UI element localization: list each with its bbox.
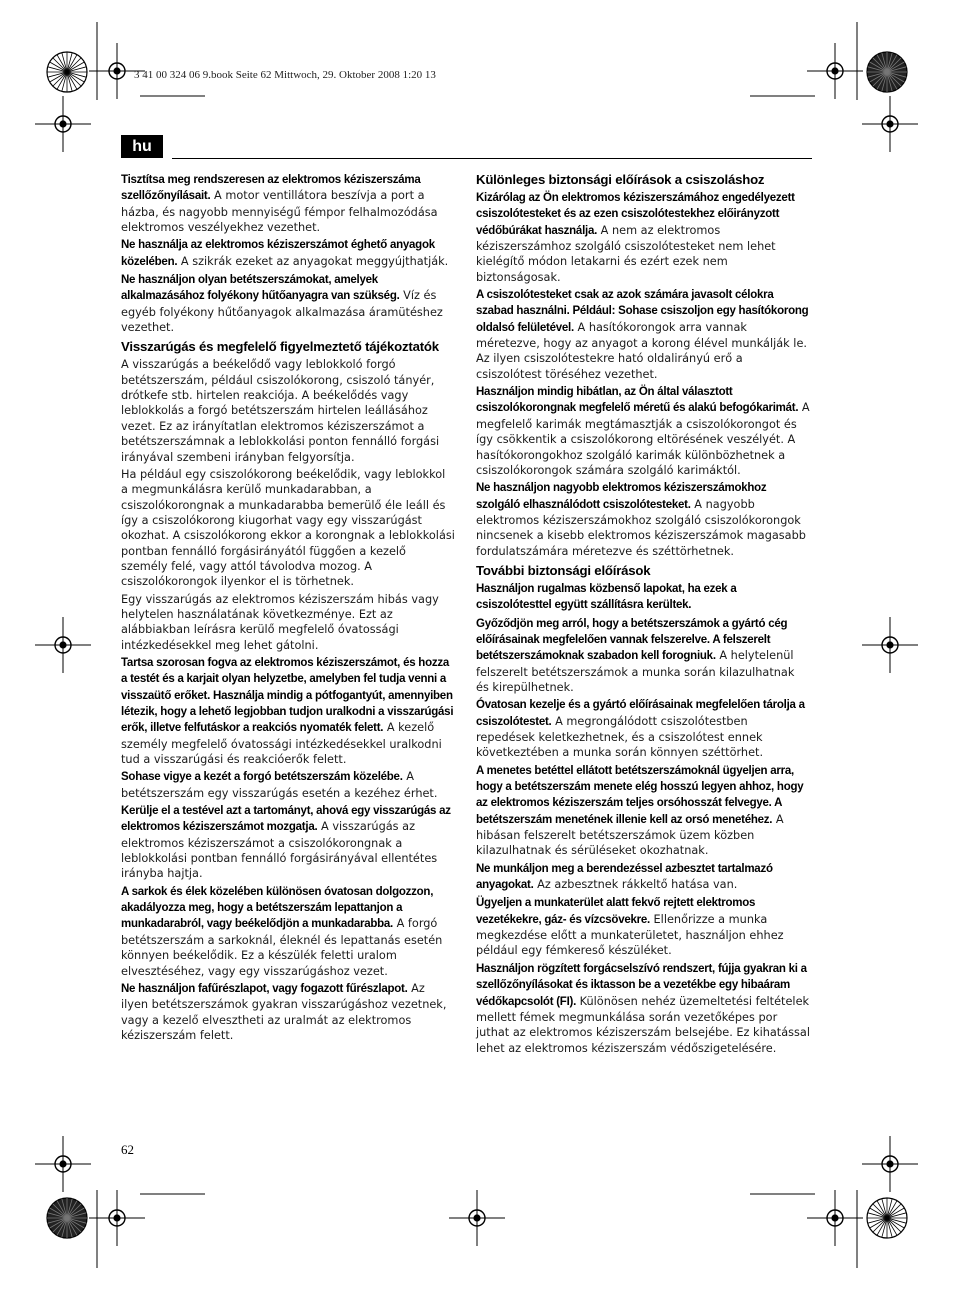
paragraph: Ügyeljen a munkaterület alatt fekvő rejtett elektromos vezetékekre, gáz- és vízcsövekre. Ellenőrizze a munka megkezdése előtt a munkaterületet, használjon ehhez például egy fémkereső készüléket. — [476, 897, 784, 958]
paragraph: Sohase vigye a kezét a forgó betétszerszám közelébe. A betétszerszám egy visszarúgás esetén a kezéhez érhet. — [121, 770, 438, 800]
paragraph: Használjon mindig hibátlan, az Ön által választott csiszolókorongnak megfelelő méretű és alakú befogókarimát. A megfelelő karimák megtámasztják a csiszolókorongot és így csökkentik a csiszolókorong eltörésének veszélyét. A hasítókorongokhoz szolgáló karimák különbözhetnek a csiszolókorongok számára szolgáló karimáktól. — [476, 386, 810, 477]
section-heading-kickback: Visszarúgás és megfelelő figyelmeztető tájékoztatók — [121, 339, 439, 355]
paragraph: Ne használjon olyan betétszerszámokat, amelyek alkalmazásához folyékony hűtőanyagra van szükség. Víz és egyéb folyékony hűtőanyagok alkalmazása áramütéshez vezethet. — [121, 274, 443, 335]
paragraph: A menetes betéttel ellátott betétszerszámoknál ügyeljen arra, hogy a betétszerszám menete elég hosszú legyen ahhoz, hogy az elektromos kéziszerszám teljes orsóhosszát felvegye. A betétszerszám menetének illenie kell az orsó menetéhez. A hibásan felszerelt betétszerszámok üzem közben kilazulhatnak és sérüléseket okozhatnak. — [476, 764, 804, 858]
paragraph: Óvatosan kezelje és a gyártó előírásainak megfelelően tárolja a csiszolótestet. A megrongálódott csiszolótestben repedések keletkezhetnek, és a csiszolótest ennek következtében a munka során könnyen széttörhet. — [476, 699, 805, 760]
page-number: 62 — [121, 1142, 134, 1157]
paragraph: Egy visszarúgás az elektromos kéziszerszám hibás vagy helytelen használatának következménye. Ezt az alábbiakban leírásra kerülő megfelelő óvatossági intézkedésekkel meg lehet gátolni. — [121, 592, 439, 652]
paragraph: Ha például egy csiszolókorong beékelődik, vagy leblokkol a megmunkálásra kerülő munkadarabban, a csiszolókorongnak a munkadarabba bemerülő éle leáll és így a csiszolókorong kiugorhat vagy egy visszarúgást okozhat. A csiszolókorong ekkor a korongnak a leblokkolási pontban fennálló forgásirányától függően a kezelő személy felé, vagy attól távolodva mozog. A csiszolókorongok ilyenkor el is törhetnek. — [121, 467, 455, 589]
paragraph: Használjon rugalmas közbenső lapokat, ha ezek a csiszolótesttel együtt szállításra kerültek. — [476, 582, 737, 612]
paragraph: Ne használja az elektromos kéziszerszámot éghető anyagok közelében. A szikrák ezeket az anyagokat meggyújthatják. — [121, 239, 449, 268]
header-rule — [172, 158, 812, 159]
paragraph: Tisztítsa meg rendszeresen az elektromos kéziszerszáma szellőzőnyílásait. A motor ventillátora beszívja a port a házba, és nagyobb mennyiségű fémpor felhalmozódása elektromos veszélyekhez vezethet. — [121, 174, 438, 235]
language-badge: hu — [121, 135, 163, 158]
right-column — [476, 172, 810, 1058]
paragraph: A visszarúgás a beékelődő vagy leblokkoló forgó betétszerszám, például csiszolókorong, csiszoló tányér, drótkefe stb. hirtelen reakciója. A beékelődés vagy leblokkolás a forgó betétszerszám hirtelen leállásához vezet. Ez az irányítatlan elektromos kéziszerszámot a betétszerszámnak a leblokkolási ponton fennálló forgási irányával szembeni irányban felgyorsítja. — [121, 358, 440, 464]
section-heading-further-safety: További biztonsági előírások — [476, 562, 651, 578]
paragraph: Ne használjon nagyobb elektromos kéziszerszámokhoz szolgáló elhasználódott csiszolótesteket. A nagyobb elektromos kéziszerszámokhoz szolgáló csiszolókorongok nincsenek a kisebb elektromos kéziszerszámok magasabb fordulatszámára méretezve és széttörhetnek. — [476, 482, 806, 558]
paragraph: A sarkok és élek közelében különösen óvatosan dolgozzon, akadályozza meg, hogy a betétszerszám lepattanjon a munkadarabról, vagy beékelődjön a munkadarabba. A forgó betétszerszám a sarkoknál, éleknél és lepattanás esetén könnyen beékelődik. Ez a készülék feletti uralom elvesztéséhez, vagy egy visszarúgáshoz vezet. — [121, 885, 443, 978]
paragraph: A csiszolótesteket csak az azok számára javasolt célokra szabad használni. Például: Sohase csiszoljon egy hasítókorong oldalsó felületével. A hasítókorongok arra vannak méretezve, hogy az anyagot a korong élével munkálják le. Az ilyen csiszolótestekre ható oldalirányú erő a csiszolótest töréséhez vezethet. — [476, 289, 809, 381]
paragraph: Ne munkáljon meg a berendezéssel azbesztet tartalmazó anyagokat. Az azbesztnek rákkeltő hatása van. — [476, 862, 773, 892]
left-column — [121, 172, 455, 1045]
paragraph: Ne használjon fafűrészlapot, vagy fogazott fűrészlapot. Az ilyen betétszerszámok gyakran visszarúgáshoz vezetnek, vagy a kezelő elvesztheti az uralmát az elektromos kéziszerszám felett. — [121, 981, 447, 1042]
paragraph: Kerülje el a testével azt a tartományt, ahová egy visszarúgás az elektromos kéziszerszámot mozgatja. A visszarúgás az elektromos kéziszerszámot a csiszolókorongnak a leblokkolási pontban fennálló forgásirányával ellentétes irányba hajtja. — [121, 805, 451, 881]
paragraph: Használjon rögzített forgácselszívó rendszert, fújja gyakran ki a szellőzőnyílásokat és iktasson be a vezetékbe egy hibaáram védőkapcsolót (FI). Különösen nehéz üzemeltetési feltételek mellett fémek megmunkálása során vezetőképes por juthat az elektromos kéziszerszám belsejébe. Ez kihatással lehet az elektromos kéziszerszám védőszigetelésére. — [476, 962, 810, 1055]
section-heading-grinding: Különleges biztonsági előírások a csiszoláshoz — [476, 172, 765, 187]
paragraph: Kizárólag az Ön elektromos kéziszerszámához engedélyezett csiszolótesteket és az ezen csiszolótestekhez előirányzott védőbúrákat használja. A nem az elektromos kéziszerszámhoz szolgáló csiszolótesteket nem lehet kielégítő módon letakarni és ezért ezek nem biztonságosak. — [476, 192, 795, 284]
paragraph: Tartsa szorosan fogva az elektromos kéziszerszámot, és hozza a testét és a karjait olyan helyzetbe, amelyben fel tudja venni a visszaütő erőket. Használja mindig a pótfogantyút, amennyiben létezik, hogy a lehető legjobban tudjon uralkodni a visszarúgási erők, illetve felfutáskor a reakciós nyomaték felett. A kezelő személy megfelelő óvatossági intézkedésekkel uralkodni tud a visszarúgási és reakcióerők felett. — [121, 656, 454, 767]
file-info-header: 3 41 00 324 06 9.book Seite 62 Mittwoch, 29. Oktober 2008 1:20 13 — [134, 69, 436, 81]
paragraph: Győződjön meg arról, hogy a betétszerszámok a gyártó cég előírásainak megfelelően vannak felszerelve. A felszerelt betétszerszámoknak szabadon kell forogniuk. A helytelenül felszerelt betétszerszámok a munka során kilazulhatnak és kirepülhetnek. — [476, 617, 795, 694]
